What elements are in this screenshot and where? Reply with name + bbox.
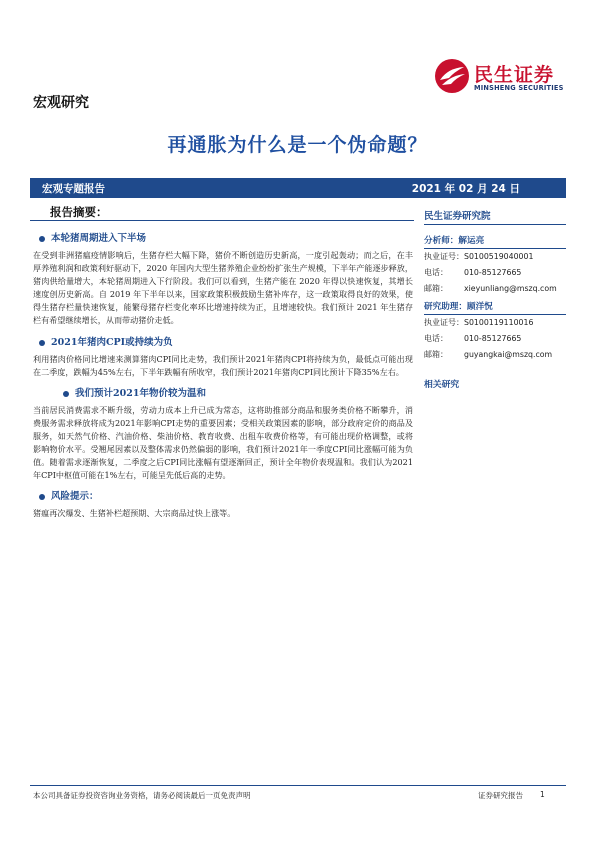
analyst-cert: 执业证号：S0100519040001 <box>424 252 534 261</box>
section-text: 在受到非洲猪瘟疫情影响后，生猪存栏大幅下降，猪价不断创造历史新高，一度引起轰动；而之后，在丰厚养殖利润和政策利好驱动下，2020 年国内大型生猪养殖企业纷纷扩张生产规模，下半年产能逐步释放，猪肉供给量增大，本轮猪周期进入下行阶段。我们可以看到，生猪产能在 2020 年得以快速恢复，其增长速度创历史新高。自 2019 年下半年以来，国家政策积极鼓励生猪补库存，这一政策取得良好的效果，使得生猪存栏量快速恢复，能繁母猪存栏变化率环比增速持续为正，且增速较快。我们预计 2021 年生猪存栏有希望继续增长，从而带动猪价走低。 <box>33 250 413 326</box>
footer-divider <box>30 785 566 786</box>
section-heading: 2021年猪肉CPI或持续为负 <box>33 336 413 350</box>
abstract-divider <box>30 220 414 221</box>
sidebar-org: 民生证券研究院 <box>424 211 491 222</box>
related-research: 相关研究 <box>424 380 460 390</box>
assistant-label: 研究助理：顾洋怳 <box>424 299 566 315</box>
footer-label: 证券研究报告 <box>478 791 523 800</box>
brand-name-cn: 民生证券 <box>474 64 555 86</box>
section-heading: 本轮猪周期进入下半场 <box>33 232 413 246</box>
section-text: 猪瘟再次爆发、生猪补栏超预期、大宗商品过快上涨等。 <box>33 508 236 519</box>
sidebar <box>424 208 566 393</box>
abstract-title: 报告摘要： <box>50 205 108 219</box>
report-type: 宏观专题报告 <box>42 183 105 195</box>
report-date: 2021 年 02 月 24 日 <box>411 183 520 195</box>
section-text: 当前居民消费需求不断升级，劳动力成本上升已成为常态，这将助推部分商品和服务类价格不断攀升，消费服务需求释放将成为2021年影响CPI走势的重要因素；受相关政策因素的影响，部分政府定价的商品及服务，如天然气价格、汽油价格、柴油价格、教育收费、出租车收费价格等，有可能出现价格调整，或将影响物价水平。受翘尾因素以及整体需求仍然偏弱的影响，我们预计2021年一季度CPI同比涨幅可能为负值。随着需求逐渐恢复，二季度之后CPI同比涨幅有望逐渐回正，预计全年物价表现温和。我们认为2021年CPI中枢值可能在1%左右，可能呈先低后高的走势。 <box>33 404 413 481</box>
brand-logo <box>434 58 574 98</box>
section-text: 利用猪肉价格同比增速来测算猪肉CPI同比走势，我们预计2021年猪肉CPI将持续为负，最低点可能出现在二季度，跌幅为45%左右，下半年跌幅有所收窄，我们预计2021年猪肉CPI同比预计下降35%左右。 <box>33 353 413 377</box>
section-heading: 风险提示： <box>33 490 413 504</box>
brand-name-en: MINSHENG SECURITIES <box>474 84 564 92</box>
assistant-tel: 电话： 010-85127665 <box>424 334 522 343</box>
section-heading: 我们预计2021年物价较为温和 <box>33 387 413 401</box>
analyst-label: 分析师：解运亮 <box>424 233 566 249</box>
brand-logo-icon <box>434 58 470 94</box>
report-title: 再通胀为什么是一个伪命题？ <box>167 134 428 156</box>
assistant-cert: 执业证号：S0100119110016 <box>424 318 534 327</box>
report-banner <box>30 178 566 198</box>
abstract-body <box>33 232 413 528</box>
assistant-email: 邮箱： guyangkai@mszq.com <box>424 350 553 359</box>
footer-disclaimer: 本公司具备证券投资咨询业务资格，请务必阅读最后一页免责声明 <box>33 791 251 800</box>
page-number: 1 <box>540 790 545 799</box>
sidebar-divider <box>424 224 566 225</box>
analyst-email: 邮箱： xieyunliang@mszq.com <box>424 284 557 293</box>
assistant-email-link[interactable]: guyangkai@mszq.com <box>464 350 553 359</box>
analyst-tel: 电话： 010-85127665 <box>424 268 522 277</box>
report-category: 宏观研究 <box>33 95 89 111</box>
analyst-email-link[interactable]: xieyunliang@mszq.com <box>464 284 557 293</box>
